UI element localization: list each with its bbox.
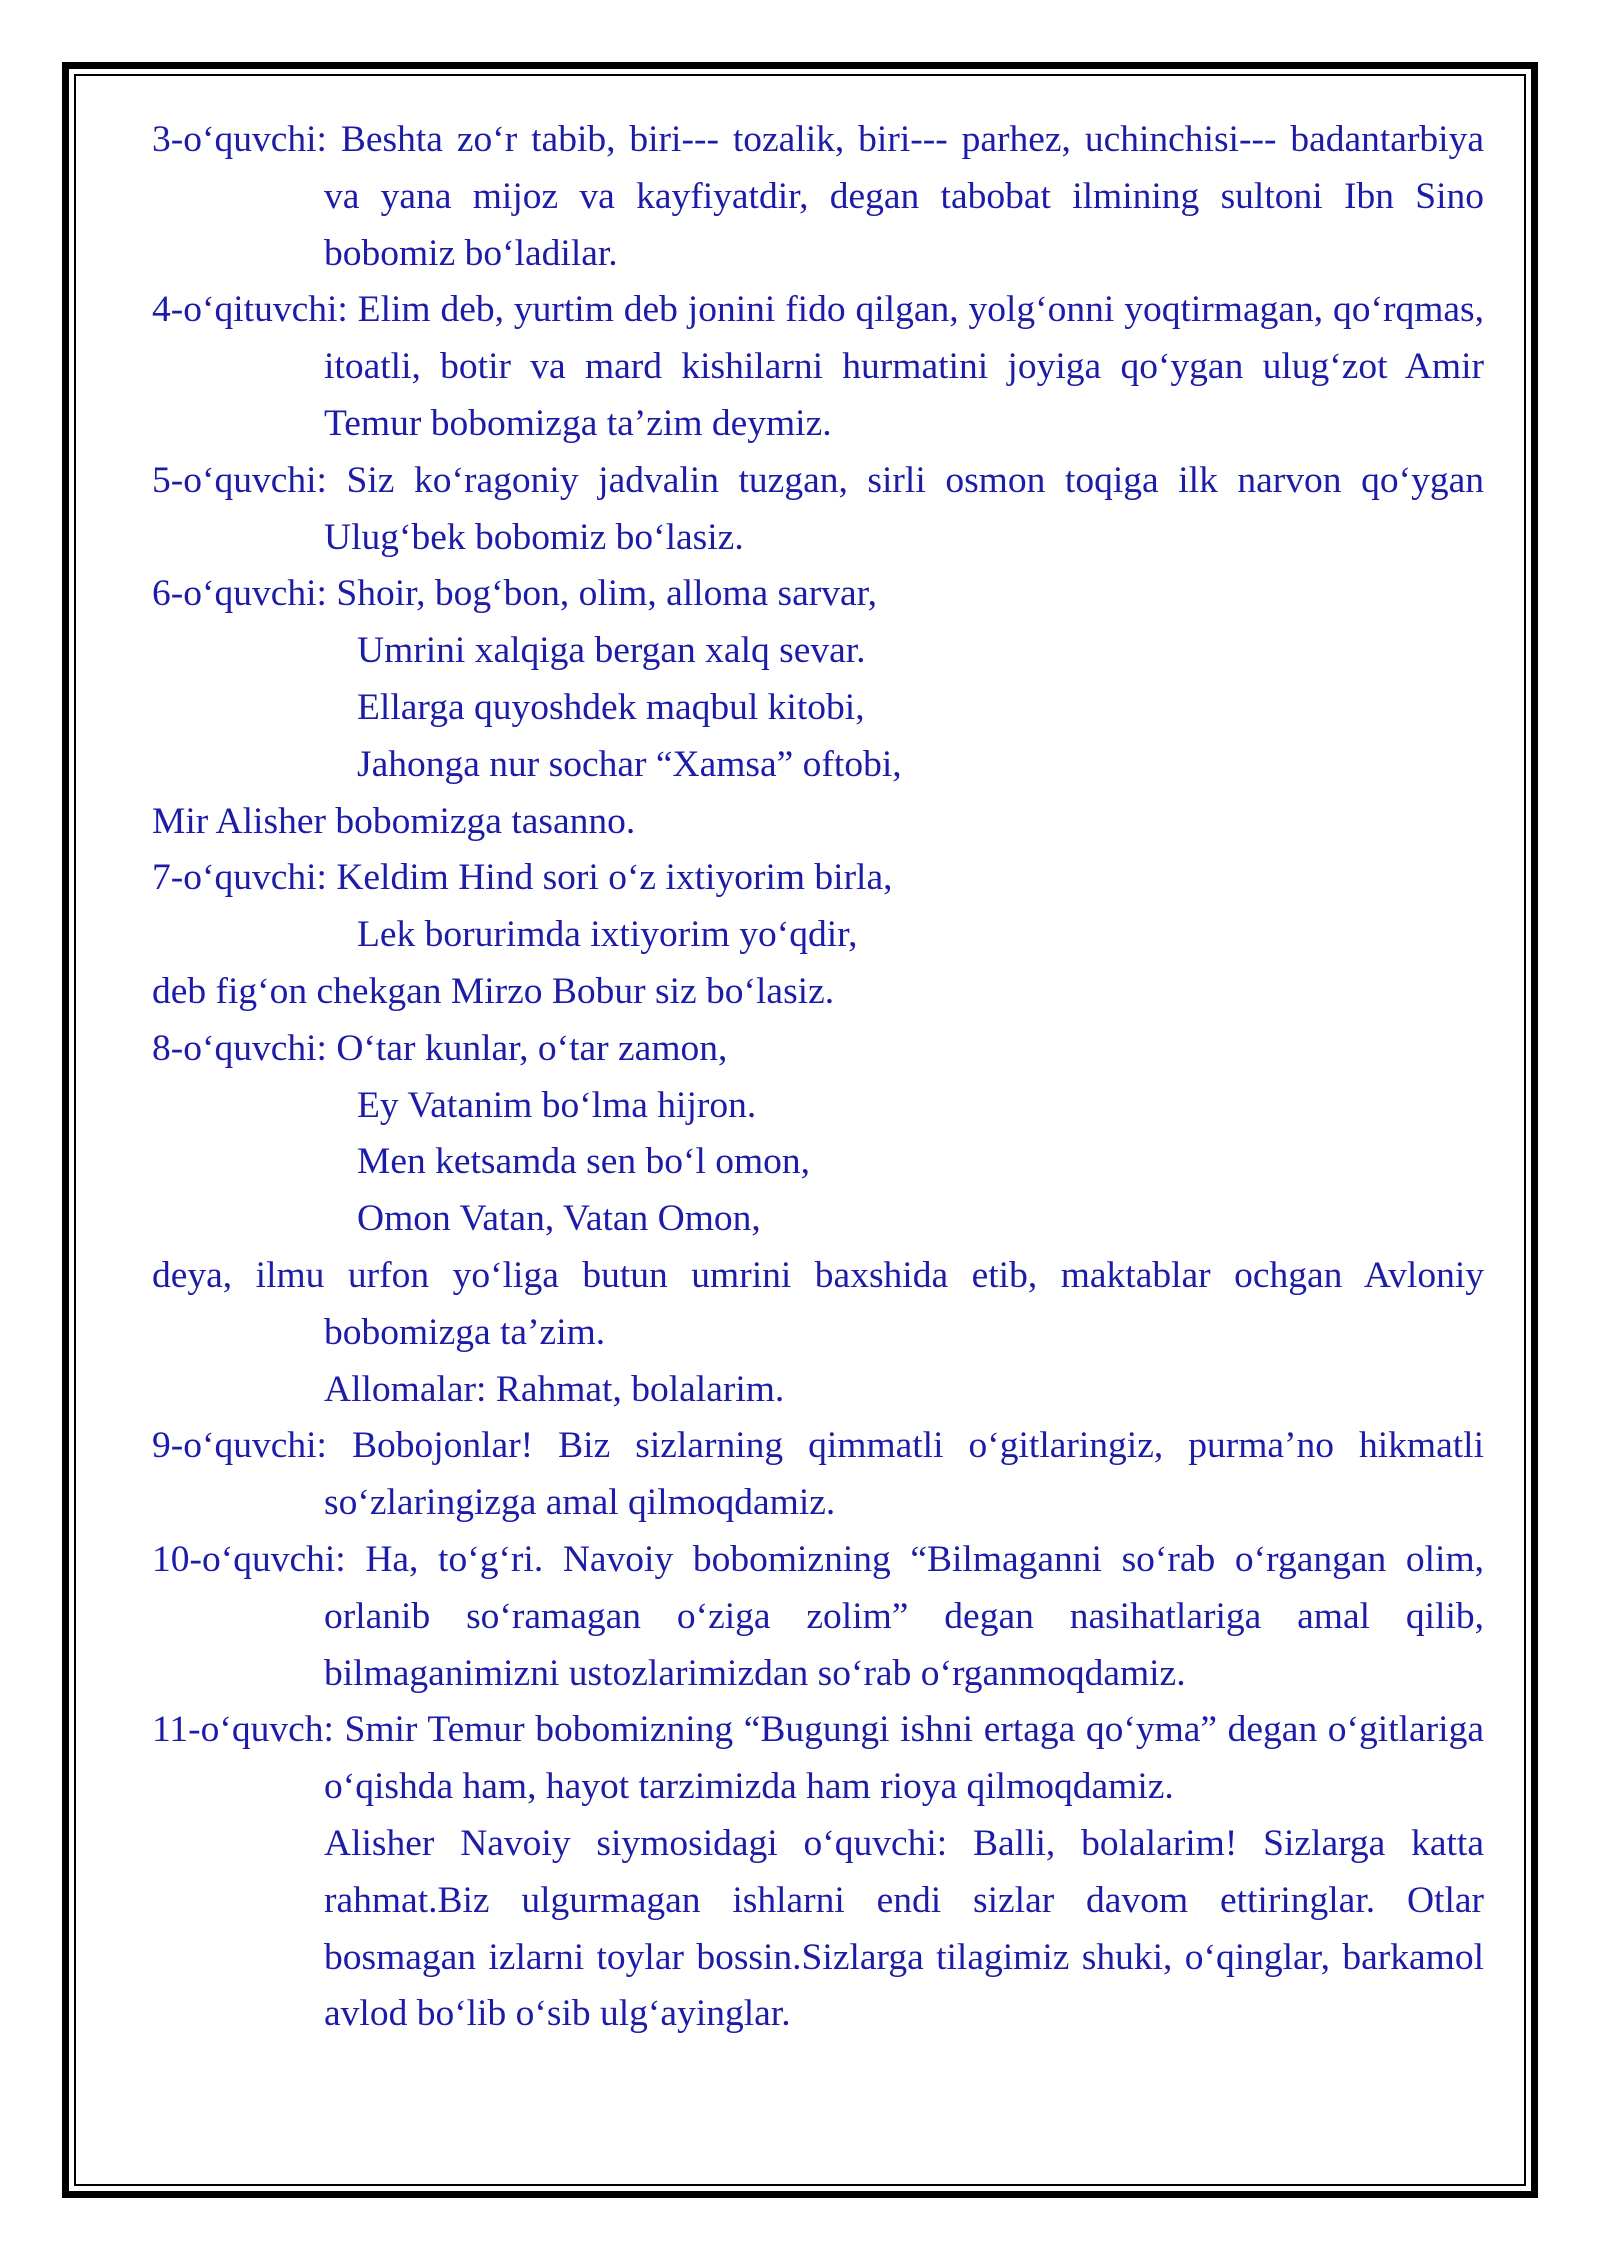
paragraph-quvchi-11: 11-o‘quvch: Smir Temur bobomizning “Bugungi ishni ertaga qo‘yma” degan o‘gitlariga o‘qishda ham, hayot tarzimizda ham rioya qilmoqdamiz. bbox=[152, 1709, 1484, 1808]
paragraph-line: Mir Alisher bobomizga tasanno. bbox=[152, 800, 636, 842]
paragraph-quvchi-8: 8-o‘quvchi: O‘tar kunlar, o‘tar zamon, bbox=[152, 1027, 728, 1069]
verse-line: Men ketsamda sen bo‘l omon, bbox=[357, 1141, 811, 1183]
verse-line: Lek borurimda ixtiyorim yo‘qdir, bbox=[357, 914, 858, 956]
paragraph-quvchi-9: 9-o‘quvchi: Bobojonlar! Biz sizlarning qimmatli o‘gitlaringiz, purma’no hikmatli so‘zlaringizga amal qilmoqdamiz. bbox=[152, 1425, 1484, 1524]
verse-line: Jahonga nur sochar “Xamsa” oftobi, bbox=[357, 743, 902, 785]
paragraph-quvchi-7: 7-o‘quvchi: Keldim Hind sori o‘z ixtiyorim birla, bbox=[152, 857, 893, 899]
verse-line: Omon Vatan, Vatan Omon, bbox=[357, 1198, 761, 1240]
verse-line: Ey Vatanim bo‘lma hijron. bbox=[357, 1084, 757, 1126]
paragraph-line: deb fig‘on chekgan Mirzo Bobur siz bo‘lasiz. bbox=[152, 970, 835, 1012]
paragraph-quvchi-5: 5-o‘quvchi: Siz ko‘ragoniy jadvalin tuzgan, sirli osmon toqiga ilk narvon qo‘ygan Ulug‘bek bobomiz bo‘lasiz. bbox=[152, 459, 1484, 558]
document-text bbox=[152, 112, 1484, 2043]
paragraph-qituvchi-4: 4-o‘qituvchi: Elim deb, yurtim deb jonini fido qilgan, yolg‘onni yoqtirmagan, qo‘rqmas, itoatli, botir va mard kishilarni hurmatini joyiga qo‘ygan ulug‘zot Amir Temur bobomizga ta’zim deymiz. bbox=[152, 289, 1484, 444]
paragraph-quvchi-10: 10-o‘quvchi: Ha, to‘g‘ri. Navoiy bobomizning “Bilmaganni so‘rab o‘rgangan olim, orlanib so‘ramagan o‘ziga zolim” degan nasihatlariga amal qilib, bilmaganimizni ustozlarimizdan so‘rab o‘rganmoqdamiz. bbox=[152, 1538, 1484, 1694]
paragraph-avloniy: deya, ilmu urfon yo‘liga butun umrini baxshida etib, maktablar ochgan Avloniy bobomizga ta’zim. bbox=[152, 1254, 1484, 1353]
verse-line: Ellarga quyoshdek maqbul kitobi, bbox=[357, 686, 865, 728]
paragraph-quvchi-3: 3-o‘quvchi: Beshta zo‘r tabib, biri--- tozalik, biri--- parhez, uchinchisi--- badantarbiya va yana mijoz va kayfiyatdir, degan tabobat ilmining sultoni Ibn Sino bobomiz bo‘ladilar. bbox=[152, 119, 1484, 274]
paragraph-navoiy: Alisher Navoiy siymosidagi o‘quvchi: Balli, bolalarim! Sizlarga katta rahmat.Biz ulgurmagan ishlarni endi sizlar davom ettiringlar. Otlar bosmagan izlarni toylar bossin.Sizlarga tilagimiz shuki, o‘qinglar, barkamol avlod bo‘lib o‘sib ulg‘ayinglar. bbox=[324, 1822, 1484, 2035]
verse-line: Umrini xalqiga bergan xalq sevar. bbox=[357, 630, 866, 672]
paragraph-quvchi-6: 6-o‘quvchi: Shoir, bog‘bon, olim, alloma sarvar, bbox=[152, 573, 877, 615]
paragraph-allomalar: Allomalar: Rahmat, bolalarim. bbox=[324, 1368, 785, 1410]
